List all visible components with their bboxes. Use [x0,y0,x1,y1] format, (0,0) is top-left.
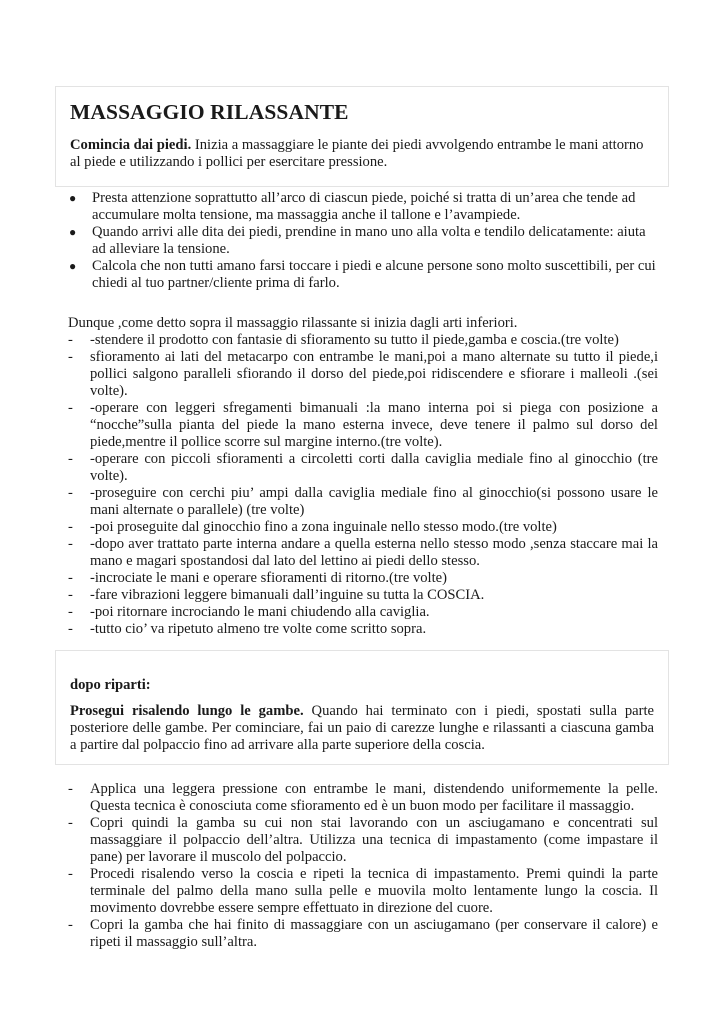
dash-marker: - [68,604,73,620]
intro-text: Inizia a massaggiare le piante dei piedi avvolgendo entrambe le mani attorno al piede e utilizzando i pollici per esercitare pressione. [70,137,644,170]
procedure-section [68,315,658,638]
procedure-step: - -operare con piccoli sfioramenti a circoletti corti dalla caviglia mediale fino al ginocchio (tre volte). [68,451,658,484]
bullet-item: ● Presta attenzione soprattutto all’arco di ciascun piede, poiché si tratta di un’area che tende ad accumulare molta tensione, ma massaggia anche il tallone e l’avampiede. [69,190,636,223]
dash-marker: - [68,570,73,586]
dash-marker: - [68,917,73,933]
procedure-step: - -stendere il prodotto con fantasie di sfioramento su tutto il piede,gamba e coscia.(tre volte) [68,332,619,348]
dash-marker: - [68,621,73,637]
legs-step: - Copri la gamba che hai finito di massaggiare con un asciugamano (per conservare il calore) e ripeti il massaggio sull’altra. [68,917,658,950]
dash-marker: - [68,866,73,882]
procedure-step: - -fare vibrazioni leggere bimanuali dall’inguine su tutta la COSCIA. [68,587,485,603]
dash-marker: - [68,536,73,552]
procedure-step: - -dopo aver trattato parte interna andare a quella esterna nello stesso modo ,senza staccare mai la mano e magari spostandosi dal lato del lettino ai piedi dello stesso. [68,536,658,569]
legs-box [55,650,669,765]
dash-marker: - [68,485,73,501]
procedure-step: - -proseguire con cerchi piu’ ampi dalla caviglia mediale fino al ginocchio(si possono usare le mani alternate o parallele) (tre volte) [68,485,658,518]
procedure-step: - -tutto cio’ va ripetuto almeno tre volte come scritto sopra. [68,621,427,637]
bullet-icon: ● [69,225,77,239]
bullet-icon: ● [69,191,77,205]
procedure-step: - -incrociate le mani e operare sfioramenti di ritorno.(tre volte) [68,570,447,586]
section-heading: dopo riparti: [70,677,151,693]
dash-marker: - [68,781,73,797]
procedure-step: - -poi proseguite dal ginocchio fino a zona inguinale nello stesso modo.(tre volte) [68,519,557,535]
dash-marker: - [68,815,73,831]
procedure-intro: Dunque ,come detto sopra il massaggio rilassante si inizia dagli arti inferiori. [68,315,518,331]
procedure-step: - -operare con leggeri sfregamenti bimanuali :la mano interna poi si piega con posizione a “nocche”sulla pianta del piede la mano esterna invece, deve tenere il palmo sul dorso del piede,mentre il pollice scorre sul margine interno.(tre volte). [68,400,658,450]
intro-paragraph [70,137,654,171]
legs-step-list [68,781,658,951]
procedure-step: - sfioramento ai lati del metacarpo con entrambe le mani,poi a mano alternate su tutto il piede,i pollici salgono paralleli sfiorando il dorso del piede,poi ridiscendere e sfiorare i malleoli .(sei volte). [68,349,658,399]
legs-step: - Copri quindi la gamba su cui non stai lavorando con un asciugamano e concentrati sul massaggiare il polpaccio dell’altra. Utilizza una tecnica di impastamento (come impastare il pane) per lavorare il muscolo del polpaccio. [68,815,658,865]
dash-marker: - [68,400,73,416]
procedure-step: - -poi ritornare incrociando le mani chiudendo alla caviglia. [68,604,430,620]
dash-marker: - [68,349,73,365]
dash-marker: - [68,519,73,535]
tips-bullet-list [68,190,659,292]
procedure-step-list [68,332,658,638]
bullet-item: ● Calcola che non tutti amano farsi toccare i piedi e alcune persone sono molto suscettibili, per cui chiedi al tuo partner/cliente prima di farlo. [69,258,656,291]
page-title: MASSAGGIO RILASSANTE [70,100,349,124]
bullet-icon: ● [69,259,77,273]
intro-box [55,86,669,187]
dash-marker: - [68,451,73,467]
legs-step: - Procedi risalendo verso la coscia e ripeti la tecnica di impastamento. Premi quindi la parte terminale del palmo della mano sulla pelle e muovila molto lentamente lungo la coscia. Il movimento dovrebbe essere sempre effettuato in direzione del cuore. [68,866,658,916]
legs-step: - Applica una leggera pressione con entrambe le mani, distendendo uniformemente la pelle. Questa tecnica è conosciuta come sfioramento ed è un buon modo per facilitare il massaggio. [68,781,658,814]
bullet-item: ● Quando arrivi alle dita dei piedi, prendine in mano uno alla volta e tendilo delicatamente: aiuta ad alleviare la tensione. [69,224,646,257]
legs-text: Quando hai terminato con i piedi, spostati sulla parte posteriore delle gambe. Per cominciare, fai un paio di carezze lunghe e rilassanti a ciascuna gamba a partire dal polpaccio fino ad arrivare alla parte superiore della coscia. [70,703,654,753]
legs-paragraph [70,703,654,754]
intro-lead: Comincia dai piedi. [70,137,192,153]
legs-lead: Prosegui risalendo lungo le gambe. [70,703,304,719]
dash-marker: - [68,332,73,348]
dash-marker: - [68,587,73,603]
